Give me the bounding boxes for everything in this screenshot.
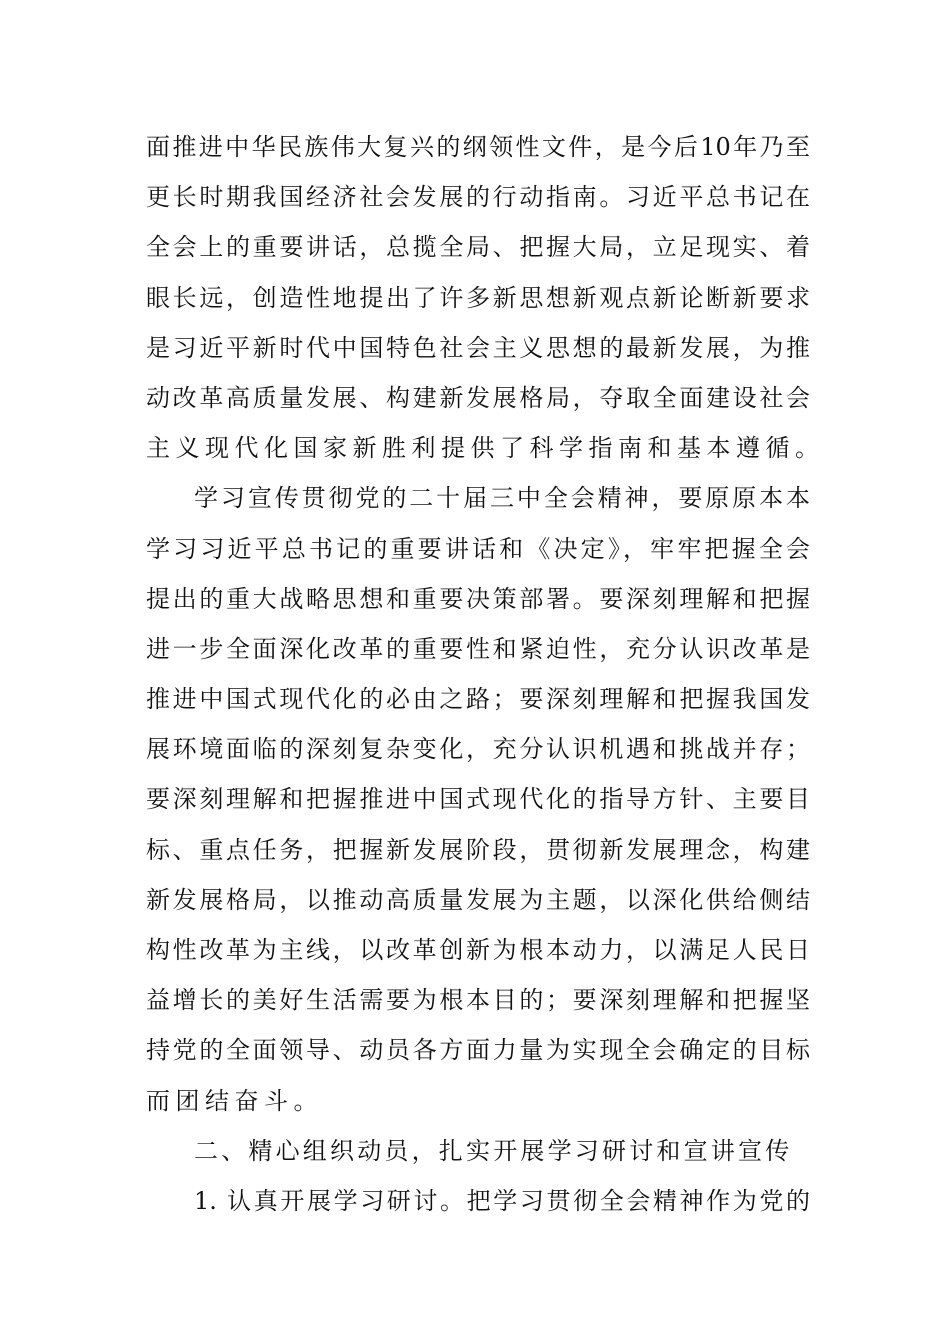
text-line-15: 标、重点任务，把握新发展阶段，贯彻新发展理念，构建 [146, 835, 810, 864]
text-line-12: 推进中国式现代化的必由之路；要深刻理解和把握我国发 [146, 685, 810, 714]
text-line-2: 更长时期我国经济社会发展的行动指南。习近平总书记在 [146, 183, 810, 212]
document-body [146, 122, 825, 1226]
text-line-19: 持党的全面领导、动员各方面力量为实现全会确定的目标 [146, 1036, 810, 1065]
text-line-3: 全会上的重要讲话，总揽全局、把握大局，立足现实、着 [146, 233, 810, 262]
text-line-10: 提出的重大战略思想和重要决策部署。要深刻理解和把握 [146, 584, 810, 613]
text-line-16: 新发展格局，以推动高质量发展为主题，以深化供给侧结 [146, 885, 810, 914]
text-line-6: 动改革高质量发展、构建新发展格局，夺取全面建设社会 [146, 383, 810, 412]
text-line-14: 要深刻理解和把握推进中国式现代化的指导方针、主要目 [146, 785, 810, 814]
text-line-8: 学习宣传贯彻党的二十届三中全会精神，要原原本本 [194, 484, 810, 513]
text-line-4: 眼长远，创造性地提出了许多新思想新观点新论断新要求 [146, 283, 810, 312]
text-line-22: 1. 认真开展学习研讨。把学习贯彻全会精神作为党的 [194, 1186, 810, 1215]
text-line-13: 展环境面临的深刻复杂变化，充分认识机遇和挑战并存； [146, 735, 810, 764]
text-line-9: 学习习近平总书记的重要讲话和《决定》，牢牢把握全会 [146, 534, 810, 563]
text-line-17: 构性改革为主线，以改革创新为根本动力，以满足人民日 [146, 936, 810, 964]
text-line-20: 而团结奋斗。 [146, 1086, 323, 1115]
text-line-18: 益增长的美好生活需要为根本目的；要深刻理解和把握坚 [146, 986, 810, 1015]
text-line-5: 是习近平新时代中国特色社会主义思想的最新发展，为推 [146, 333, 810, 362]
text-line-7: 主义现代化国家新胜利提供了科学指南和基本遵循。 [146, 434, 825, 463]
text-line-11: 进一步全面深化改革的重要性和紧迫性，充分认识改革是 [146, 634, 810, 663]
section-heading: 二、精心组织动员，扎实开展学习研讨和宣讲宣传 [194, 1136, 793, 1165]
text-line-1: 面推进中华民族伟大复兴的纲领性文件，是今后10年乃至 [146, 133, 810, 161]
